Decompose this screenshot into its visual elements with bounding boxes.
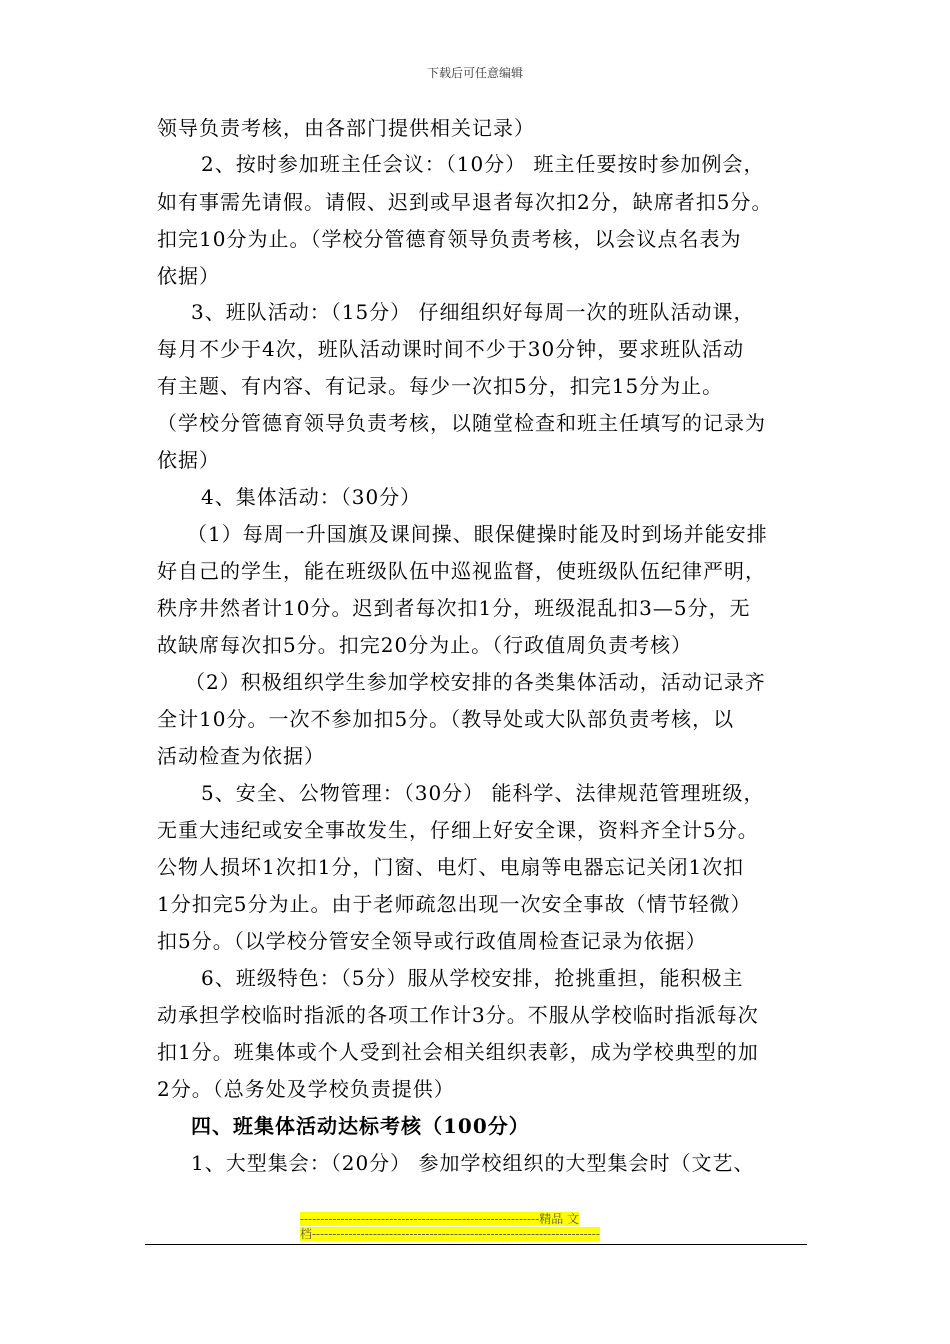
footer-highlight: -----------------------------------------------------------精品 文: [300, 1212, 580, 1226]
text-line: 1分扣完5分为止。由于老师疏忽出现一次安全事故（情节轻微）: [157, 892, 752, 916]
text-line: 秩序井然者计10分。迟到者每次扣1分，班级混乱扣3—5分，无: [157, 596, 751, 620]
footer-line-1: [300, 1212, 648, 1226]
text-line: （2）积极组织学生参加学校安排的各类集体活动，活动记录齐: [185, 670, 766, 694]
text-line: 依据）: [157, 264, 220, 288]
footer-highlight: 档-----------------------------------------------------------------------: [300, 1227, 600, 1241]
text-line: 如有事需先请假。请假、迟到或早退者每次扣2分，缺席者扣5分。: [157, 190, 773, 214]
text-line: 5、安全、公物管理：（30分） 能科学、法律规范管理班级，: [201, 781, 765, 805]
text-line: 动承担学校临时指派的各项工作计3分。不服从学校临时指派每次: [157, 1003, 759, 1027]
text-line: 故缺席每次扣5分。扣完20分为止。（行政值周负责考核）: [157, 633, 693, 657]
text-line: 有主题、有内容、有记录。每少一次扣5分，扣完15分为止。: [157, 374, 724, 398]
text-line: 领导负责考核，由各部门提供相关记录）: [157, 116, 535, 140]
text-line: 依据）: [157, 448, 220, 472]
text-line: 扣完10分为止。（学校分管德育领导负责考核，以会议点名表为: [157, 227, 742, 251]
text-line: 1、大型集会：（20分） 参加学校组织的大型集会时（文艺、: [191, 1151, 755, 1175]
text-line: 6、班级特色：（5分）服从学校安排，抢挑重担，能积极主: [201, 966, 744, 990]
text-line: 2、按时参加班主任会议：（10分） 班主任要按时参加例会，: [201, 152, 765, 176]
text-line: （学校分管德育领导负责考核，以随堂检查和班主任填写的记录为: [157, 411, 766, 435]
text-line: 2分。（总务处及学校负责提供）: [157, 1077, 455, 1101]
text-line: 无重大违纪或安全事故发生，仔细上好安全课，资料齐全计5分。: [157, 818, 759, 842]
text-line: 每月不少于4次，班队活动课时间不少于30分钟，要求班队活动: [157, 337, 745, 361]
text-line: 3、班队活动：（15分） 仔细组织好每周一次的班队活动课，: [191, 300, 755, 324]
text-line: 全计10分。一次不参加扣5分。（教导处或大队部负责考核，以: [157, 707, 735, 731]
section-heading: 四、班集体活动达标考核（100分）: [191, 1114, 530, 1138]
text-line: （1）每周一升国旗及课间操、眼保健操时能及时到场并能安排: [187, 522, 768, 546]
text-line: 4、集体活动：（30分）: [201, 485, 422, 509]
text-line: 扣5分。（以学校分管安全领导或行政值周检查记录为依据）: [157, 929, 707, 953]
page-header: 下载后可任意编辑: [426, 66, 523, 80]
text-line: 公物人损坏1次扣1分，门窗、电灯、电扇等电器忘记关闭1次扣: [157, 855, 745, 879]
text-line: 好自己的学生，能在班级队伍中巡视监督，使班级队伍纪律严明，: [157, 559, 766, 583]
text-line: 扣1分。班集体或个人受到社会相关组织表彰，成为学校典型的加: [157, 1040, 759, 1064]
text-line: 活动检查为依据）: [157, 744, 325, 768]
footer-rule: [145, 1244, 807, 1245]
footer-line-2: [300, 1227, 648, 1241]
